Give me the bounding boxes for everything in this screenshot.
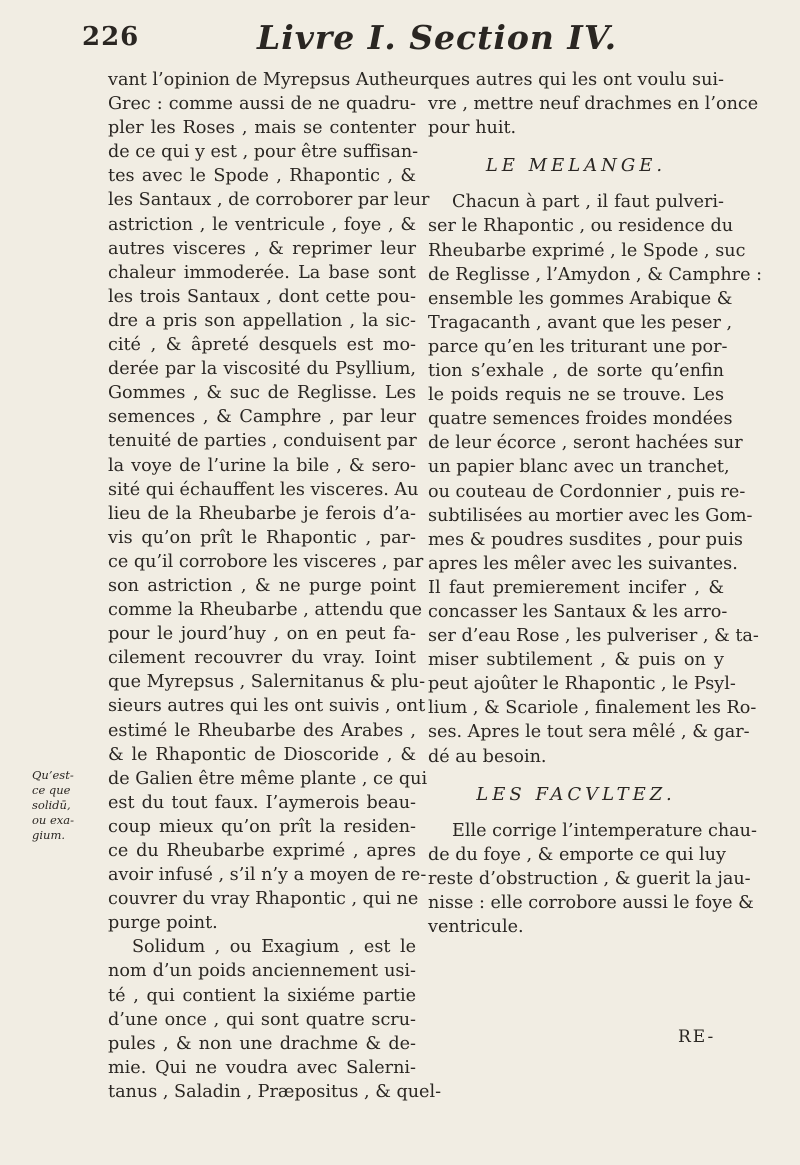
page-header [82,18,722,68]
text-line: pour huit. [428,118,517,139]
text-line: mes & poudres susdites , pour puis [428,529,743,550]
text-line: Gommes , & suc de Reglisse. Les [108,383,416,404]
text-line: estimé le Rheubarbe des Arabes , [108,720,416,741]
text-line: ser le Rhapontic , ou residence du [428,216,734,237]
text-line: reste d’obstruction , & guerit la jau- [428,868,751,889]
text-line: parce qu’en les triturant une por- [428,336,728,357]
text-line: lium , & Scariole , finalement les Ro- [428,698,757,719]
text-line: de Galien être même plante , ce qui [108,768,428,789]
text-line: vant l’opinion de Myrepsus Autheur [108,70,429,90]
page-number: 226 [82,22,140,52]
text-line: que Myrepsus , Salernitanus & plu- [108,672,426,693]
text-line: ou couteau de Cordonnier , puis re- [428,481,746,502]
text-line: nom d’un poids anciennement usi- [108,961,416,982]
text-line: Elle corrige l’intemperature chau- [452,820,757,841]
text-line: tion s’exhale , de sorte qu’enfin [428,361,724,382]
running-title: Livre I. Section IV. [257,18,618,57]
margin-note [32,768,82,843]
text-line: tes avec le Spode , Rhapontic , & [108,166,416,187]
text-line: tenuité de parties , conduisent par [108,431,417,452]
text-line: & le Rhapontic de Dioscoride , & [108,744,416,765]
text-line: pler les Roses , mais se contenter [108,118,416,139]
text-line: Rheubarbe exprimé , le Spode , suc [428,240,746,261]
text-line: Chacun à part , il faut pulveri- [452,192,724,213]
text-line: cilement recouvrer du vray. Ioint [108,648,416,669]
text-line: pour le jourd’huy , on en peut fa- [108,624,416,645]
text-line: dé au besoin. [428,746,547,767]
text-line: sieurs autres qui les ont suivis , ont [108,696,426,717]
text-line: lieu de la Rheubarbe je ferois d’a- [108,503,416,524]
text-line: de leur écorce , seront hachées sur [428,433,743,454]
text-line: de Reglisse , l’Amydon , & Camphre : [428,264,763,285]
text-line: la voye de l’urine la bile , & sero- [108,455,416,476]
margin-note-line: ou exa- [32,813,75,827]
text-line: ses. Apres le tout sera mêlé , & gar- [428,722,750,743]
text-line: Il faut premierement incifer , & [428,577,724,598]
text-line: un papier blanc avec un tranchet, [428,457,730,478]
section-heading-facultez: LES FACVLTEZ. [476,783,676,805]
text-line: ensemble les gommes Arabique & [428,288,733,309]
right-paragraph-facultez [428,819,757,939]
text-line: les trois Santaux , dont cette pou- [108,286,416,307]
text-line: sité qui échauffent les visceres. Au [108,479,419,500]
text-line: apres les mêler avec les suivantes. [428,553,738,574]
right-paragraph-continuation [428,68,759,140]
text-line: Tragacanth , avant que les peser , [428,312,733,333]
text-line: d’une once , qui sont quatre scru- [108,1009,416,1030]
text-line: ser d’eau Rose , les pulveriser , & ta- [428,626,759,647]
text-line: ce du Rheubarbe exprimé , apres [108,841,416,861]
text-line: les Santaux , de corroborer par leur [108,190,430,211]
text-line: est du tout faux. I’aymerois beau- [108,792,416,813]
text-line: Grec : comme aussi de ne quadru- [108,94,416,115]
text-line: dre a pris son appellation , la sic- [108,310,416,331]
text-line: comme la Rheubarbe , attendu que [108,600,423,621]
text-line: couvrer du vray Rhapontic , qui ne [108,889,419,910]
text-line: avoir infusé , s’il n’y a moyen de re- [108,865,427,886]
text-line: autres visceres , & reprimer leur [108,238,416,259]
text-line: tanus , Saladin , Præpositus , & quel- [108,1081,442,1102]
text-line: purge point. [108,913,218,934]
text-line: chaleur immoderée. La base sont [108,262,416,283]
text-line: concasser les Santaux & les arro- [428,601,728,622]
text-line: le poids requis ne se trouve. Les [428,385,724,406]
right-text-column [428,68,763,939]
text-line: pules , & non une drachme & de- [108,1033,416,1054]
text-line: Solidum , ou Exagium , est le [132,937,416,958]
text-line: nisse : elle corrobore aussi le foye & [428,893,754,913]
text-line: semences , & Camphre , par leur [108,407,416,428]
margin-note-line: Qu’est- [32,768,74,782]
left-text-column [108,68,442,1104]
text-line: miser subtilement , & puis on y [428,650,724,671]
right-paragraph-melange [428,190,763,768]
text-line: té , qui contient la sixiéme partie [108,985,416,1006]
text-line: vre , mettre neuf drachmes en l’once [428,94,759,115]
section-heading-melange: LE MELANGE. [485,155,667,177]
text-line: derée par la viscosité du Psyllium, [108,359,416,380]
text-line: ce qu’il corrobore les visceres , par [108,551,424,572]
text-line: cité , & âpreté desquels est mo- [108,335,416,356]
text-line: subtilisées au mortier avec les Gom- [428,505,753,526]
text-line: quatre semences froides mondées [428,409,733,430]
text-line: son astriction , & ne purge point [108,575,416,596]
catchword: RE- [678,1027,716,1047]
margin-note-line: gium. [32,828,66,842]
margin-note-line: solidū, [32,798,71,812]
text-line: ques autres qui les ont voulu sui- [428,70,724,90]
text-line: coup mieux qu’on prît la residen- [108,816,416,837]
text-line: peut ajoûter le Rhapontic , le Psyl- [428,674,736,695]
text-line: ventricule. [428,917,524,938]
margin-note-line: ce que [32,783,71,797]
text-line: vis qu’on prît le Rhapontic , par- [108,527,416,548]
text-line: de du foye , & emporte ce qui luy [428,844,726,865]
text-line: mie. Qui ne voudra avec Salerni- [108,1057,416,1078]
text-line: astriction , le ventricule , foye , & [108,214,416,235]
text-line: de ce qui y est , pour être suffisan- [108,142,419,163]
